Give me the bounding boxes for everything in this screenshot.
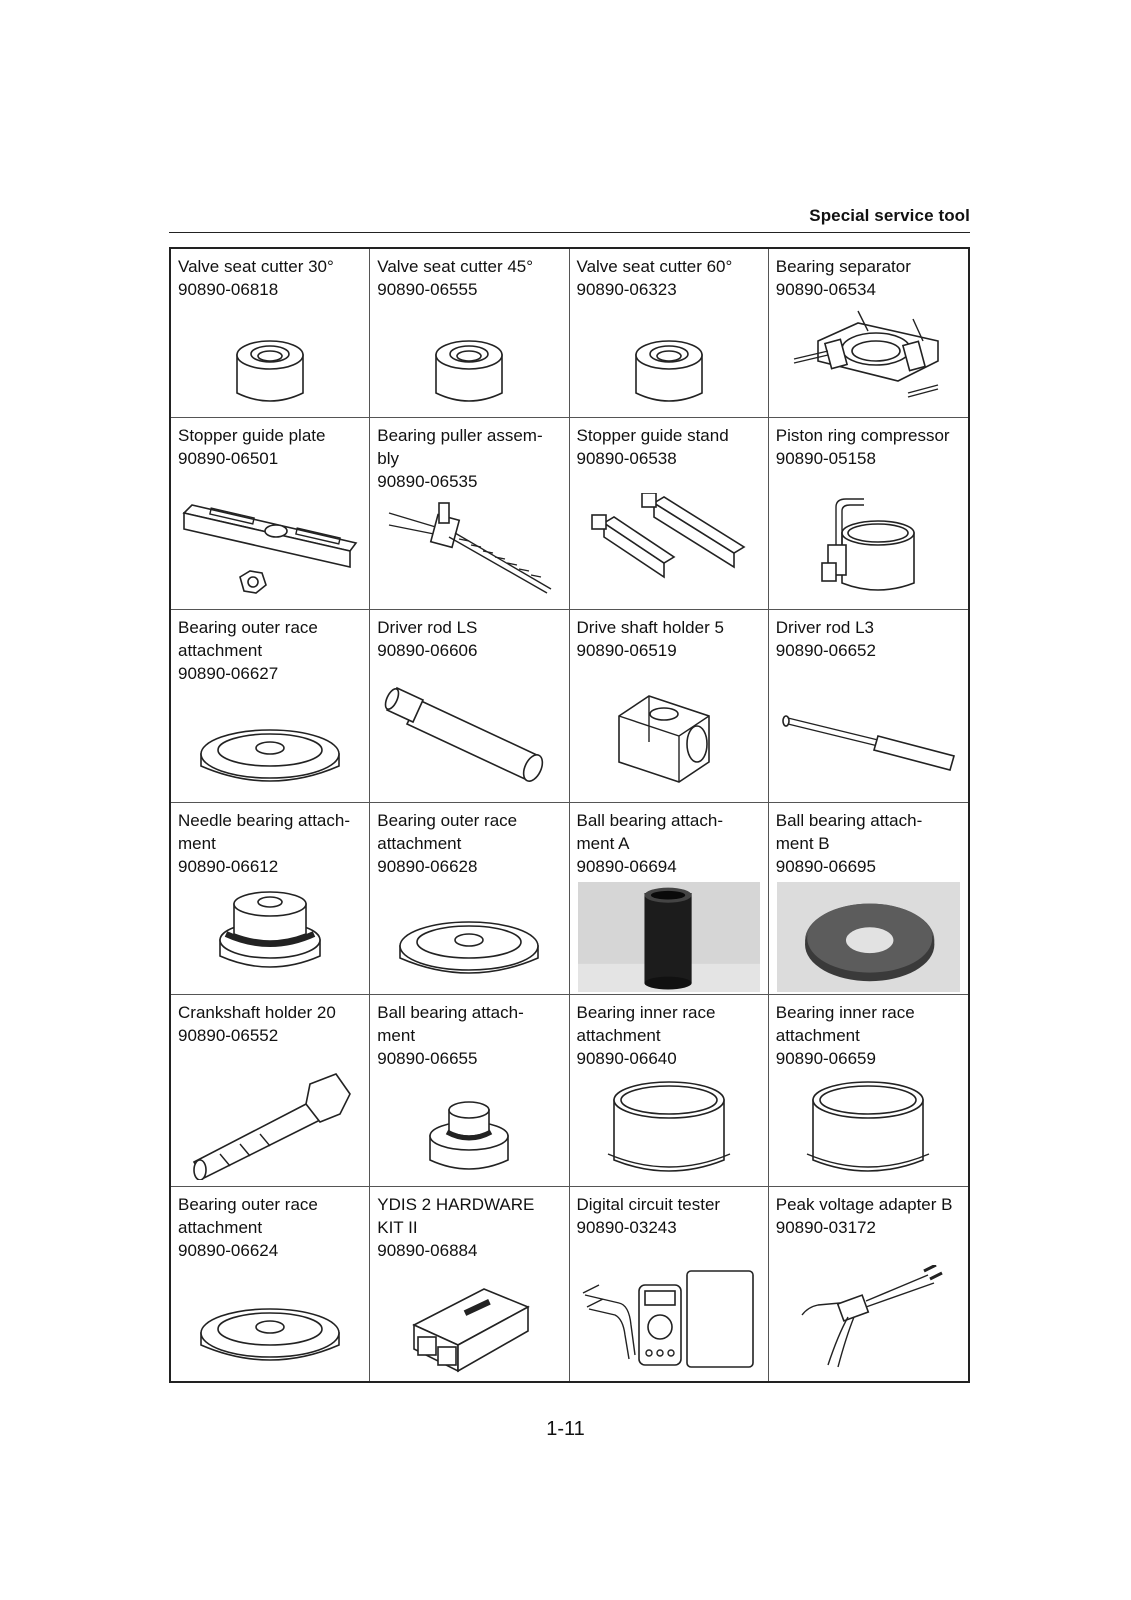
tool-cell xyxy=(370,995,569,1187)
crankshaft-holder-icon xyxy=(171,1070,369,1180)
special-service-tool-table xyxy=(169,247,970,1383)
tool-part-number: 90890-06323 xyxy=(576,280,677,299)
tool-name: Bearing inner race xyxy=(576,1003,716,1022)
tool-name: ment A xyxy=(576,834,630,853)
tool-name: Driver rod LS xyxy=(377,618,478,637)
bearing-puller-icon xyxy=(370,493,568,603)
tool-part-number: 90890-05158 xyxy=(775,449,876,468)
tool-cell xyxy=(570,803,769,995)
tool-cell xyxy=(171,995,370,1187)
tool-name: attachment xyxy=(178,1218,263,1237)
tool-name: Bearing puller assem- xyxy=(377,426,543,445)
tool-part-number: 90890-06640 xyxy=(576,1049,677,1068)
tool-part-number: 90890-06818 xyxy=(178,280,279,299)
tool-cell xyxy=(570,418,769,610)
tool-name: ment B xyxy=(775,834,830,853)
tool-cell xyxy=(570,995,769,1187)
driver-rod-ls-icon xyxy=(370,676,568,796)
tool-name: Ball bearing attach- xyxy=(576,811,723,830)
tool-part-number: 90890-06695 xyxy=(775,857,876,876)
tool-part-number: 90890-03243 xyxy=(576,1218,677,1237)
tool-name: Bearing outer race xyxy=(377,811,518,830)
piston-ring-compressor-icon xyxy=(769,493,968,603)
tool-cell xyxy=(769,610,968,803)
tool-part-number: 90890-06538 xyxy=(576,449,677,468)
tool-cell xyxy=(769,1187,968,1381)
tool-name: Valve seat cutter 30° xyxy=(178,257,334,276)
tool-name: Crankshaft holder 20 xyxy=(178,1003,336,1022)
tool-part-number: 90890-06555 xyxy=(377,280,478,299)
tool-name: Piston ring compressor xyxy=(775,426,950,445)
page-header-title: Special service tool xyxy=(809,206,970,225)
tool-name: Stopper guide plate xyxy=(178,426,326,445)
tool-part-number: 90890-06652 xyxy=(775,641,876,660)
tool-name: Driver rod L3 xyxy=(775,618,875,637)
needle-bearing-attachment-icon xyxy=(171,878,369,988)
tool-name: attachment xyxy=(178,641,263,660)
tool-part-number: 90890-06552 xyxy=(178,1026,279,1045)
tool-name: attachment xyxy=(377,834,462,853)
tool-cell xyxy=(370,418,569,610)
tool-cell xyxy=(370,249,569,418)
tool-cell xyxy=(570,610,769,803)
tool-cell xyxy=(769,249,968,418)
tool-part-number: 90890-06534 xyxy=(775,280,876,299)
tool-cell xyxy=(370,1187,569,1381)
tool-part-number: 90890-06694 xyxy=(576,857,677,876)
tool-name: Bearing inner race xyxy=(775,1003,915,1022)
drive-shaft-holder-icon xyxy=(570,686,768,796)
tool-cell xyxy=(171,418,370,610)
tool-part-number: 90890-06659 xyxy=(775,1049,876,1068)
race-attachment-icon xyxy=(171,716,369,796)
tool-part-number: 90890-06627 xyxy=(178,664,279,683)
header-rule xyxy=(169,232,970,233)
tool-part-number: 90890-03172 xyxy=(775,1218,876,1237)
driver-rod-l3-icon xyxy=(769,706,968,796)
tool-name: Stopper guide stand xyxy=(576,426,729,445)
tool-name: attachment xyxy=(775,1026,860,1045)
tool-name: Ball bearing attach- xyxy=(775,811,923,830)
tool-cell xyxy=(570,1187,769,1381)
stopper-guide-plate-icon xyxy=(171,493,369,603)
tool-part-number: 90890-06612 xyxy=(178,857,279,876)
tool-name: ment xyxy=(377,1026,416,1045)
valve-seat-cutter-icon xyxy=(171,331,369,411)
tool-name: Ball bearing attach- xyxy=(377,1003,524,1022)
tool-cell xyxy=(570,249,769,418)
peak-voltage-adapter-icon xyxy=(769,1265,968,1375)
ball-bearing-attachment-icon xyxy=(370,1090,568,1180)
tool-name: Valve seat cutter 45° xyxy=(377,257,534,276)
tool-name: Peak voltage adapter B xyxy=(775,1195,953,1214)
tool-name: KIT II xyxy=(377,1218,418,1237)
tool-part-number: 90890-06628 xyxy=(377,857,478,876)
ydis-hardware-kit-icon xyxy=(370,1275,568,1375)
tool-part-number: 90890-06535 xyxy=(377,472,478,491)
tool-cell xyxy=(171,610,370,803)
tool-cell xyxy=(171,1187,370,1381)
tool-name: bly xyxy=(377,449,399,468)
tool-part-number: 90890-06624 xyxy=(178,1241,279,1260)
valve-seat-cutter-icon xyxy=(370,331,568,411)
tool-cell xyxy=(370,803,569,995)
tool-cell xyxy=(769,418,968,610)
tool-cell xyxy=(370,610,569,803)
tool-name: Bearing outer race xyxy=(178,1195,318,1214)
tool-cell xyxy=(171,803,370,995)
tool-part-number: 90890-06519 xyxy=(576,641,677,660)
digital-circuit-tester-icon xyxy=(570,1265,768,1375)
bearing-separator-icon xyxy=(769,301,968,411)
inner-race-attachment-icon xyxy=(769,1070,968,1180)
tool-name: Drive shaft holder 5 xyxy=(576,618,724,637)
inner-race-attachment-icon xyxy=(570,1070,768,1180)
tool-name: Bearing separator xyxy=(775,257,911,276)
ball-bearing-attachment-a-photo xyxy=(578,882,760,992)
page-number: 1-11 xyxy=(546,1418,585,1440)
tool-cell xyxy=(171,249,370,418)
tool-name: Digital circuit tester xyxy=(576,1195,721,1214)
valve-seat-cutter-icon xyxy=(570,331,768,411)
ball-bearing-attachment-b-photo xyxy=(777,882,960,992)
tool-part-number: 90890-06606 xyxy=(377,641,478,660)
tool-name: YDIS 2 HARDWARE xyxy=(377,1195,535,1214)
tool-name: attachment xyxy=(576,1026,661,1045)
tool-name: Valve seat cutter 60° xyxy=(576,257,733,276)
tool-cell xyxy=(769,995,968,1187)
tool-name: Needle bearing attach- xyxy=(178,811,351,830)
race-attachment-icon xyxy=(370,908,568,988)
tool-name: ment xyxy=(178,834,216,853)
race-attachment-icon xyxy=(171,1295,369,1375)
tool-cell xyxy=(769,803,968,995)
tool-part-number: 90890-06655 xyxy=(377,1049,478,1068)
tool-name: Bearing outer race xyxy=(178,618,318,637)
tool-part-number: 90890-06884 xyxy=(377,1241,478,1260)
tool-part-number: 90890-06501 xyxy=(178,449,279,468)
stopper-guide-stand-icon xyxy=(570,493,768,603)
